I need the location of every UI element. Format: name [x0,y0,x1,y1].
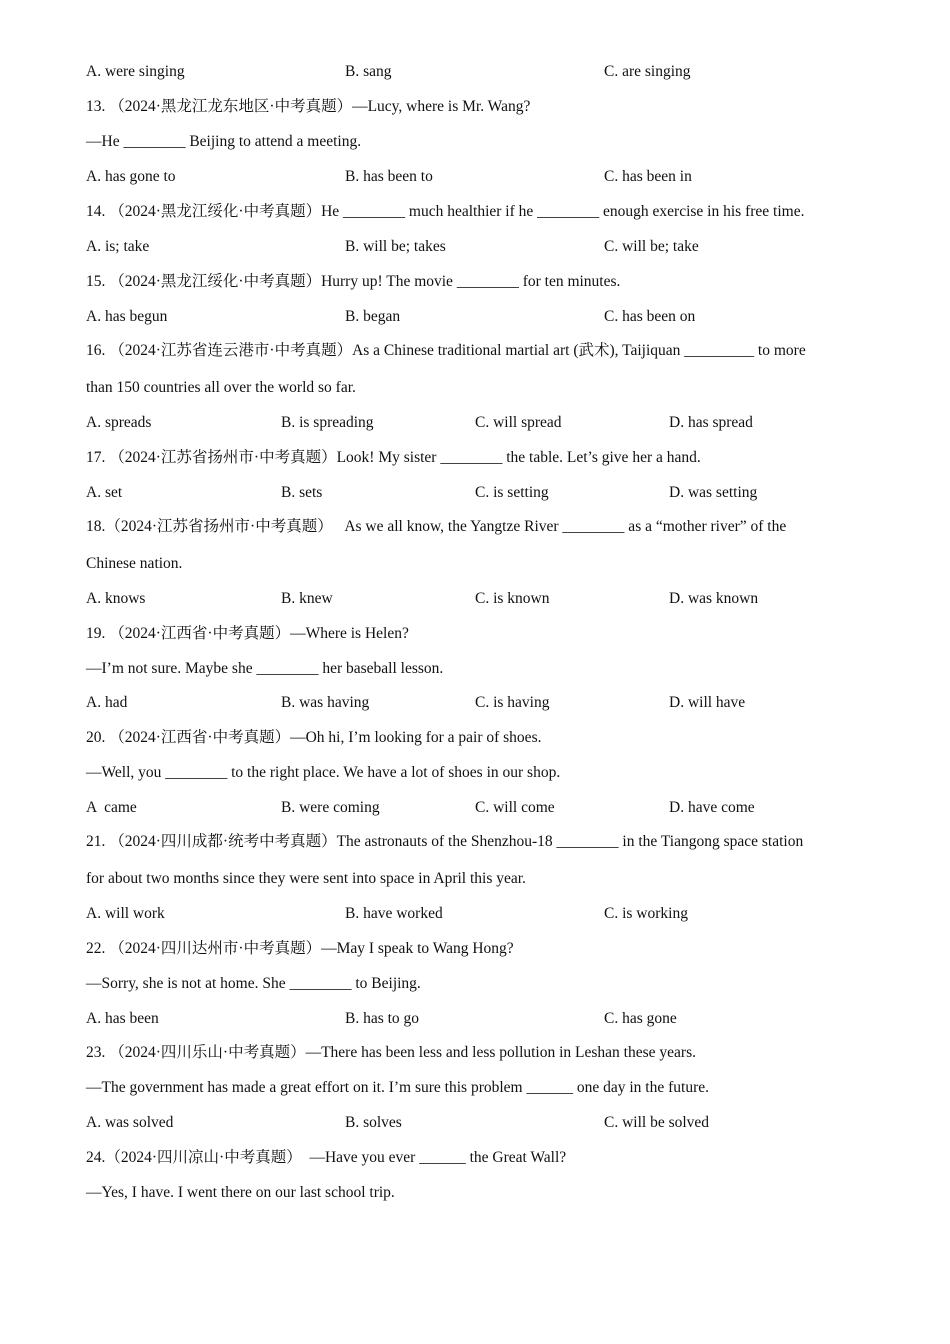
q16-option-b: B. is spreading [281,414,374,431]
q21-option-a: A. will work [86,905,165,922]
q18-option-c: C. is known [475,590,550,607]
q14-option-c: C. will be; take [604,238,699,255]
q19-option-b: B. was having [281,694,370,711]
q17-stem: 17. （2024·江苏省扬州市·中考真题）Look! My sister ________ the table. Let’s give her a hand. [86,449,701,466]
q22-option-a: A. has been [86,1010,159,1027]
q18-stem-continued: Chinese nation. [86,555,183,572]
q18-options [86,589,886,609]
q24-stem: 24.（2024·四川凉山·中考真题） —Have you ever ______ the Great Wall? [86,1149,567,1166]
q15-option-c: C. has been on [604,308,696,325]
q22-option-c: C. has gone [604,1010,677,1027]
q13-option-a: A. has gone to [86,168,176,185]
q17-option-a: A. set [86,484,123,501]
q19-option-a: A. had [86,694,128,711]
q13-dialogue: —He ________ Beijing to attend a meeting. [86,133,362,150]
q19-option-c: C. is having [475,694,550,711]
q13-stem: 13. （2024·黑龙江龙东地区·中考真题）—Lucy, where is Mr. Wang? [86,98,531,115]
q20-option-c: C. will come [475,799,555,816]
q15-option-b: B. began [345,308,401,325]
q13-option-c: C. has been in [604,168,692,185]
q16-stem: 16. （2024·江苏省连云港市·中考真题）As a Chinese traditional martial art (武术), Taijiquan _________ to more [86,342,806,359]
q13-option-b: B. has been to [345,168,433,185]
q22-options [86,1009,886,1029]
q21-stem-continued: for about two months since they were sent into space in April this year. [86,870,526,887]
q15-stem: 15. （2024·黑龙江绥化·中考真题）Hurry up! The movie ________ for ten minutes. [86,273,621,290]
q15-option-a: A. has begun [86,308,168,325]
q24-dialogue: —Yes, I have. I went there on our last school trip. [86,1184,395,1201]
q19-option-d: D. will have [669,694,746,711]
q19-stem: 19. （2024·江西省·中考真题）—Where is Helen? [86,625,409,642]
q18-option-a: A. knows [86,590,146,607]
q16-stem-continued: than 150 countries all over the world so far. [86,379,356,396]
q21-stem: 21. （2024·四川成都·统考中考真题）The astronauts of the Shenzhou-18 ________ in the Tiangong space station [86,833,804,850]
q17-option-c: C. is setting [475,484,549,501]
q16-options [86,413,886,433]
q21-option-c: C. is working [604,905,688,922]
q21-option-b: B. have worked [345,905,443,922]
q22-option-b: B. has to go [345,1010,420,1027]
q22-dialogue: —Sorry, she is not at home. She ________ to Beijing. [86,975,421,992]
q12-options [86,62,886,82]
q18-option-d: D. was known [669,590,759,607]
q20-option-b: B. were coming [281,799,380,816]
q20-option-d: D. have come [669,799,755,816]
q20-stem: 20. （2024·江西省·中考真题）—Oh hi, I’m looking for a pair of shoes. [86,729,542,746]
q23-option-a: A. was solved [86,1114,174,1131]
q16-option-c: C. will spread [475,414,562,431]
q23-option-b: B. solves [345,1114,402,1131]
q13-options [86,167,886,187]
q20-options [86,798,886,818]
q23-options [86,1113,886,1133]
q14-option-a: A. is; take [86,238,150,255]
q16-option-d: D. has spread [669,414,753,431]
q17-option-d: D. was setting [669,484,758,501]
q23-stem: 23. （2024·四川乐山·中考真题）—There has been less and less pollution in Leshan these years. [86,1044,696,1061]
q16-option-a: A. spreads [86,414,152,431]
q22-stem: 22. （2024·四川达州市·中考真题）—May I speak to Wang Hong? [86,940,514,957]
q18-stem: 18.（2024·江苏省扬州市·中考真题） As we all know, the Yangtze River ________ as a “mother river” of the [86,518,787,535]
q20-dialogue: —Well, you ________ to the right place. We have a lot of shoes in our shop. [86,764,561,781]
q19-options [86,693,886,713]
q12-option-a: A. were singing [86,63,185,80]
q17-options [86,483,886,503]
q23-option-c: C. will be solved [604,1114,710,1131]
q21-options [86,904,886,924]
q14-option-b: B. will be; takes [345,238,446,255]
q14-stem: 14. （2024·黑龙江绥化·中考真题）He ________ much healthier if he ________ enough exercise in his free time. [86,203,805,220]
q20-option-a: A came [86,799,137,816]
q19-dialogue: —I’m not sure. Maybe she ________ her baseball lesson. [86,660,444,677]
q14-options [86,237,886,257]
q12-option-b: B. sang [345,63,392,80]
q12-option-c: C. are singing [604,63,691,80]
q17-option-b: B. sets [281,484,323,501]
q23-dialogue: —The government has made a great effort on it. I’m sure this problem ______ one day in the future. [86,1079,709,1096]
q15-options [86,307,886,327]
q18-option-b: B. knew [281,590,333,607]
